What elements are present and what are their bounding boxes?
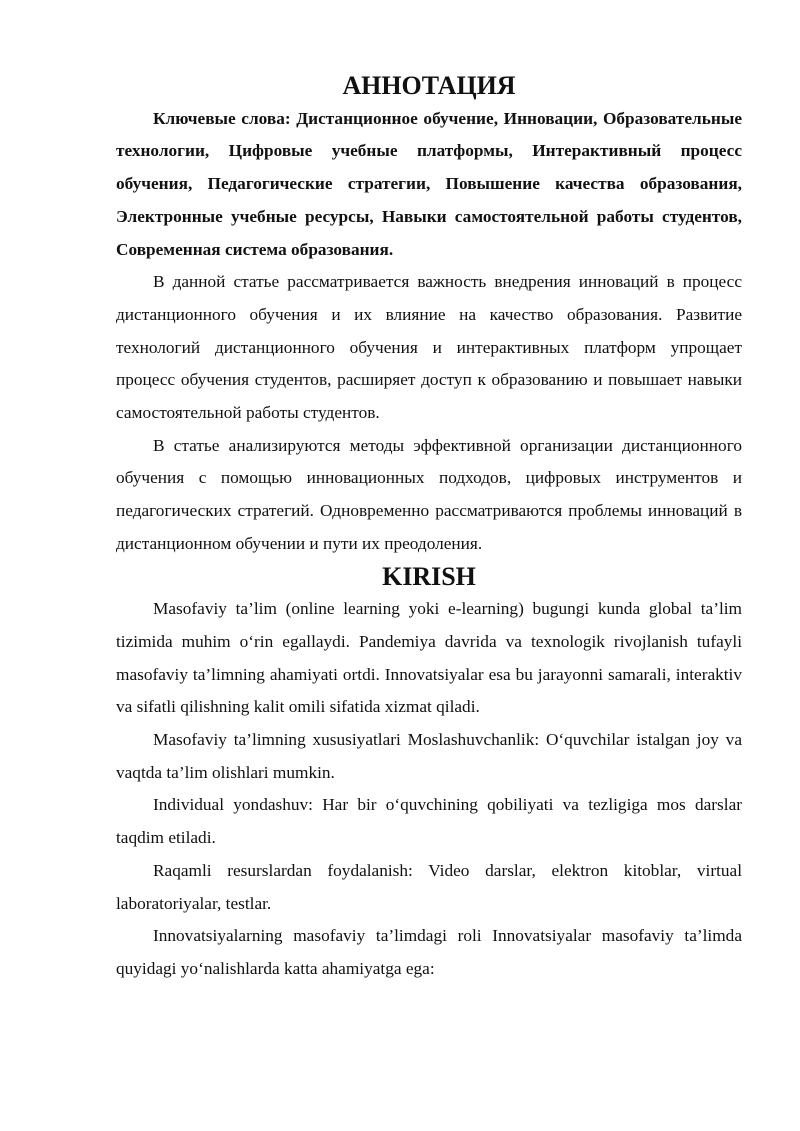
- introduction-paragraph-5: Innovatsiyalarning masofaviy ta’limdagi roli Innovatsiyalar masofaviy ta’limda quyidagi yo‘nalishlarda katta ahamiyatga ega:: [116, 926, 742, 978]
- annotation-paragraph-2: В статье анализируются методы эффективной организации дистанционного обучения с помощью инновационных подходов, цифровых инструментов и педагогических стратегий. Одновременно рассматриваются проблемы инноваций в дистанционном обучении и пути их преодоления.: [116, 435, 742, 553]
- document-page: [116, 70, 742, 986]
- introduction-paragraph-1: Masofaviy ta’lim (online learning yoki e-learning) bugungi kunda global ta’lim tizimida muhim o‘rin egallaydi. Pandemiya davrida va texnologik rivojlanish tufayli masofaviy ta’limning ahamiyati ortdi. Innovatsiyalar esa bu jarayonni samarali, interaktiv va sifatli qilishning kalit omili sifatida xizmat qiladi.: [116, 599, 742, 717]
- keywords-paragraph: Ключевые слова: Дистанционное обучение, Инновации, Образовательные технологии, Цифровые учебные платформы, Интерактивный процесс обучения, Педагогические стратегии, Повышение качества образования, Электронные учебные ресурсы, Навыки самостоятельной работы студентов, Современная система образования.: [116, 108, 742, 259]
- introduction-section: [116, 561, 742, 986]
- introduction-paragraph-4: Raqamli resurslardan foydalanish: Video darslar, elektron kitoblar, virtual laboratoriyalar, testlar.: [116, 860, 742, 913]
- introduction-heading: KIRISH: [382, 561, 476, 591]
- introduction-paragraph-3: Individual yondashuv: Har bir o‘quvchining qobiliyati va tezligiga mos darslar taqdim etiladi.: [116, 795, 742, 848]
- annotation-section: [116, 70, 742, 561]
- annotation-paragraph-1: В данной статье рассматривается важность внедрения инноваций в процесс дистанционного обучения и их влияние на качество образования. Развитие технологий дистанционного обучения и интерактивных платформ упрощает процесс обучения студентов, расширяет доступ к образованию и повышает навыки самостоятельной работы студентов.: [116, 272, 742, 423]
- annotation-heading: АННОТАЦИЯ: [342, 71, 516, 100]
- introduction-paragraph-2: Masofaviy ta’limning xususiyatlari Moslashuvchanlik: O‘quvchilar istalgan joy va vaqtda ta’lim olishlari mumkin.: [116, 730, 742, 782]
